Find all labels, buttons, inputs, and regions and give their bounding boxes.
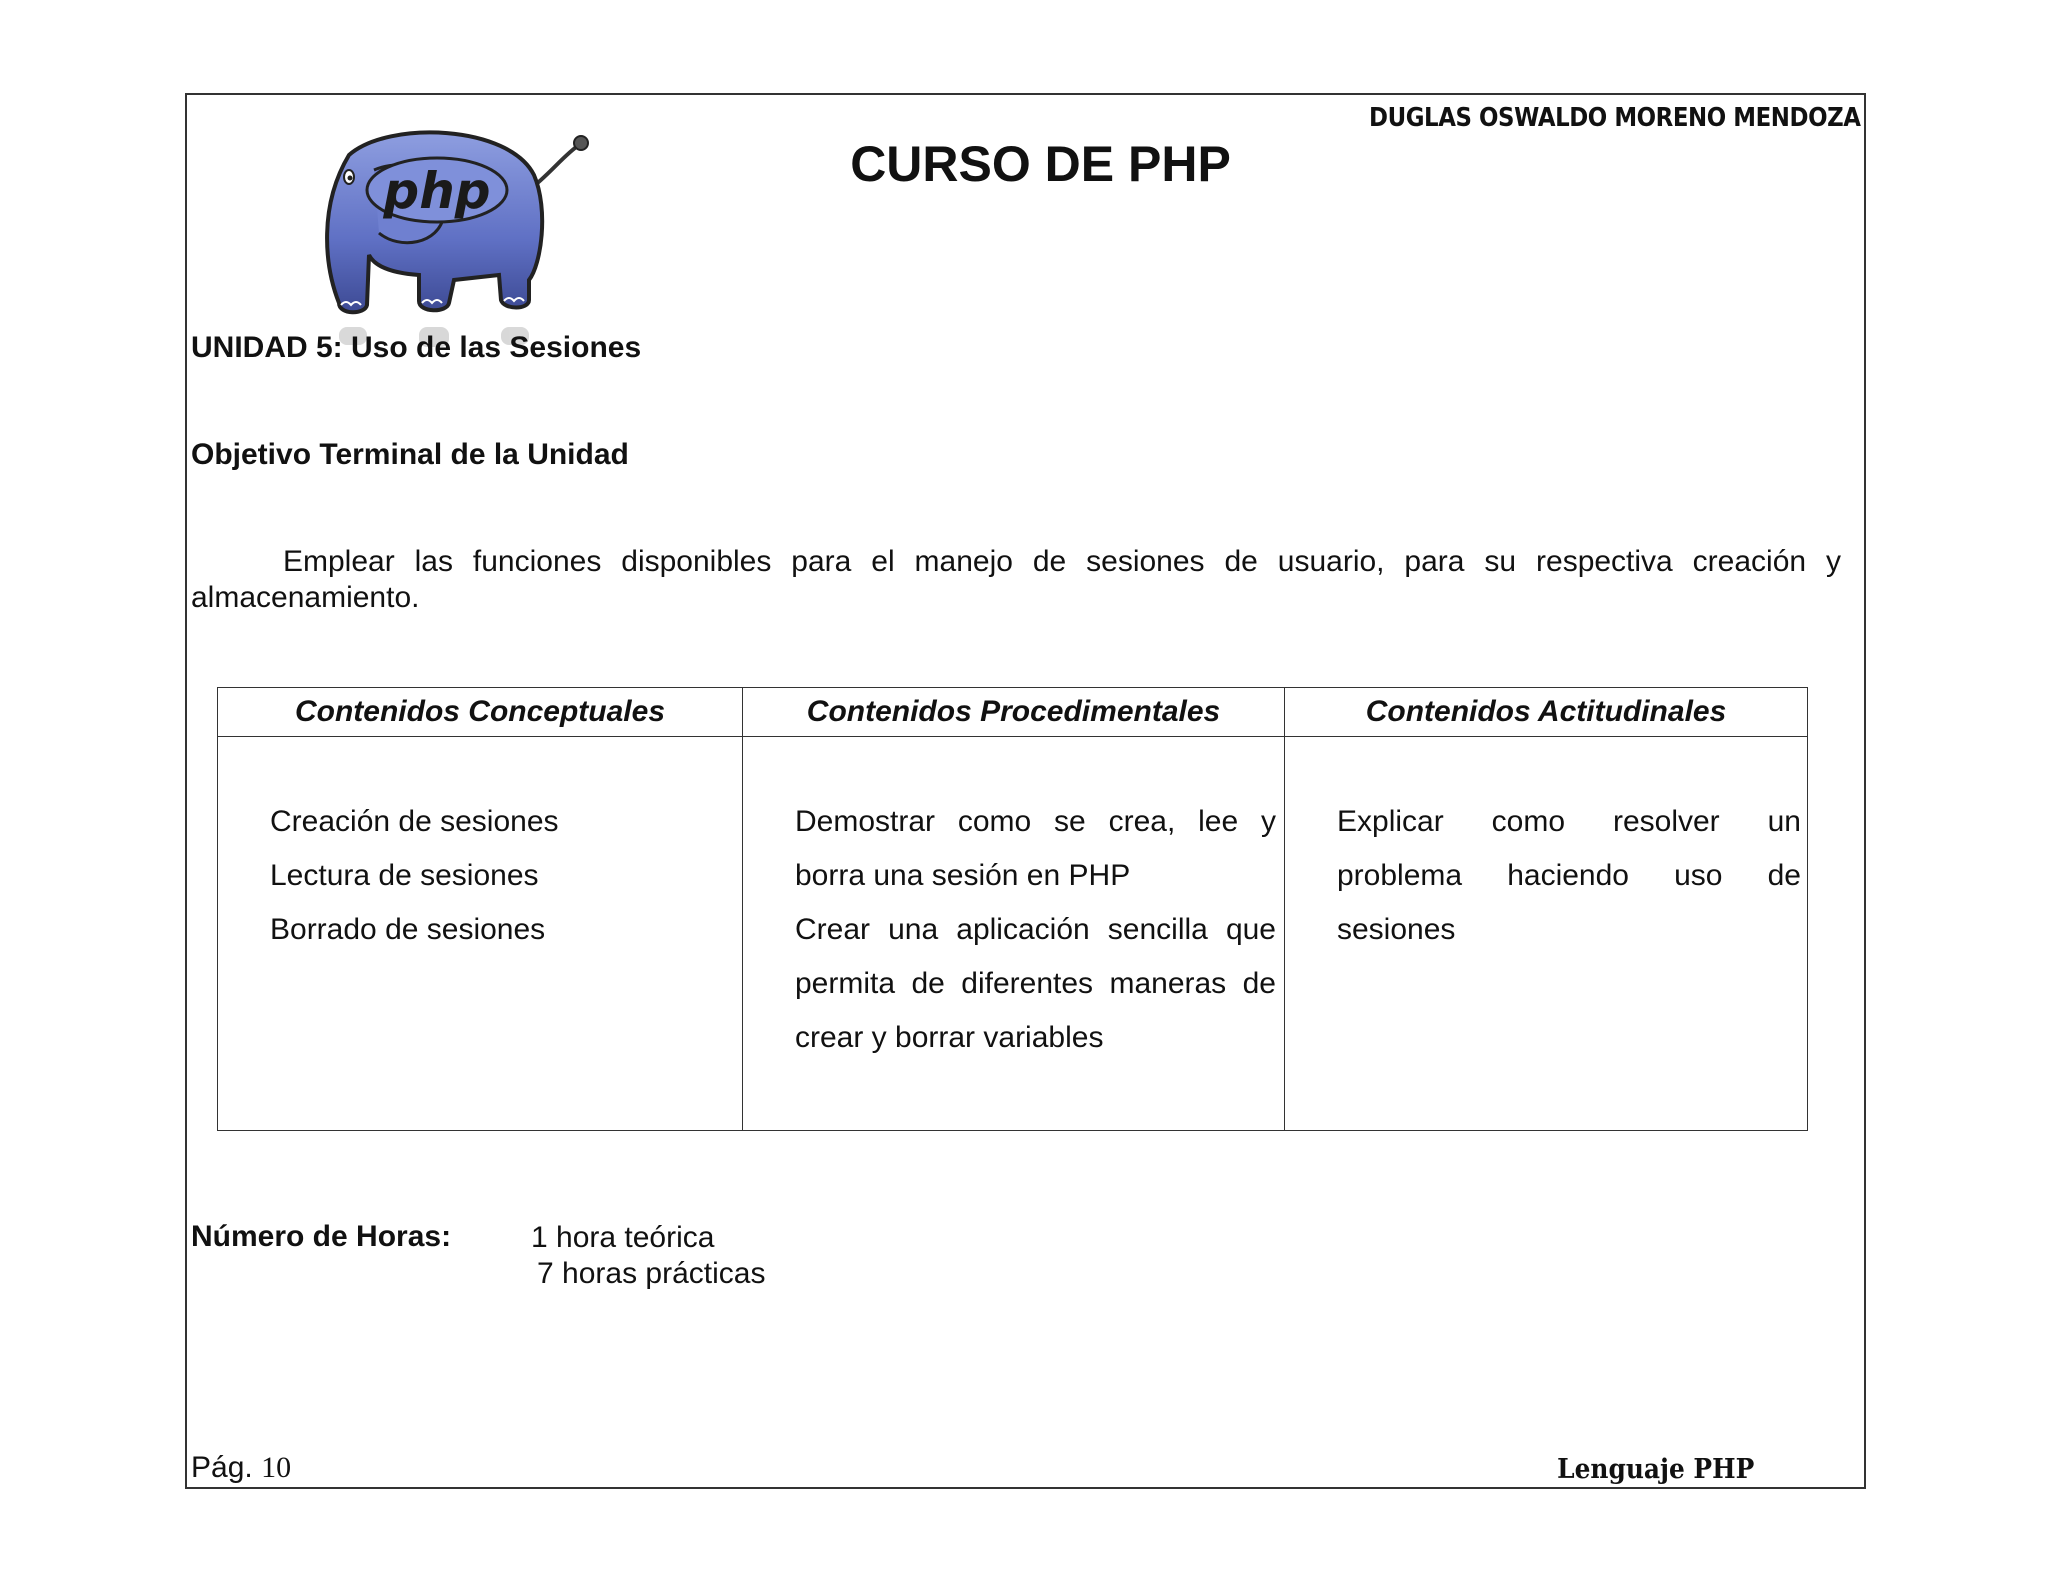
page-number-value: 10 bbox=[261, 1451, 292, 1484]
logo-text: php bbox=[383, 162, 491, 220]
procedural-item: Demostrar como se crea, lee y borra una sesión en PHP bbox=[795, 805, 1276, 892]
conceptual-cell bbox=[218, 737, 743, 1131]
hours-values bbox=[531, 1220, 765, 1292]
table-header-row bbox=[218, 688, 1808, 737]
conceptual-item: Borrado de sesiones bbox=[270, 913, 546, 946]
hours-practice: 7 horas prácticas bbox=[537, 1257, 766, 1290]
page-frame bbox=[185, 93, 1866, 1489]
header-attitudinal: Contenidos Actitudinales bbox=[1285, 688, 1808, 737]
course-title: CURSO DE PHP bbox=[850, 136, 1231, 192]
author-name: DUGLAS OSWALDO MORENO MENDOZA bbox=[1368, 103, 1860, 133]
header-procedural: Contenidos Procedimentales bbox=[743, 688, 1285, 737]
objective-heading: Objetivo Terminal de la Unidad bbox=[191, 438, 629, 471]
procedural-cell bbox=[743, 737, 1285, 1131]
page-label: Pág. bbox=[191, 1451, 253, 1484]
header-conceptual: Contenidos Conceptuales bbox=[218, 688, 743, 737]
contents-table bbox=[217, 687, 1808, 1131]
conceptual-item: Lectura de sesiones bbox=[270, 859, 539, 892]
footer-course-name: Lenguaje PHP bbox=[1556, 1454, 1754, 1485]
table-row bbox=[218, 737, 1808, 1131]
conceptual-item: Creación de sesiones bbox=[270, 805, 559, 838]
page-number bbox=[191, 1451, 291, 1485]
unit-title: UNIDAD 5: Uso de las Sesiones bbox=[191, 331, 642, 364]
objective-text: Emplear las funciones disponibles para el manejo de sesiones de usuario, para su respectiva creación y almacenamiento. bbox=[191, 545, 1841, 614]
attitudinal-item: Explicar como resolver un problema haciendo uso de sesiones bbox=[1337, 805, 1801, 946]
attitudinal-cell bbox=[1285, 737, 1808, 1131]
hours-label: Número de Horas: bbox=[191, 1220, 452, 1253]
procedural-item: Crear una aplicación sencilla que permita de diferentes maneras de crear y borrar variables bbox=[795, 913, 1276, 1054]
hours-theory: 1 hora teórica bbox=[531, 1221, 715, 1254]
